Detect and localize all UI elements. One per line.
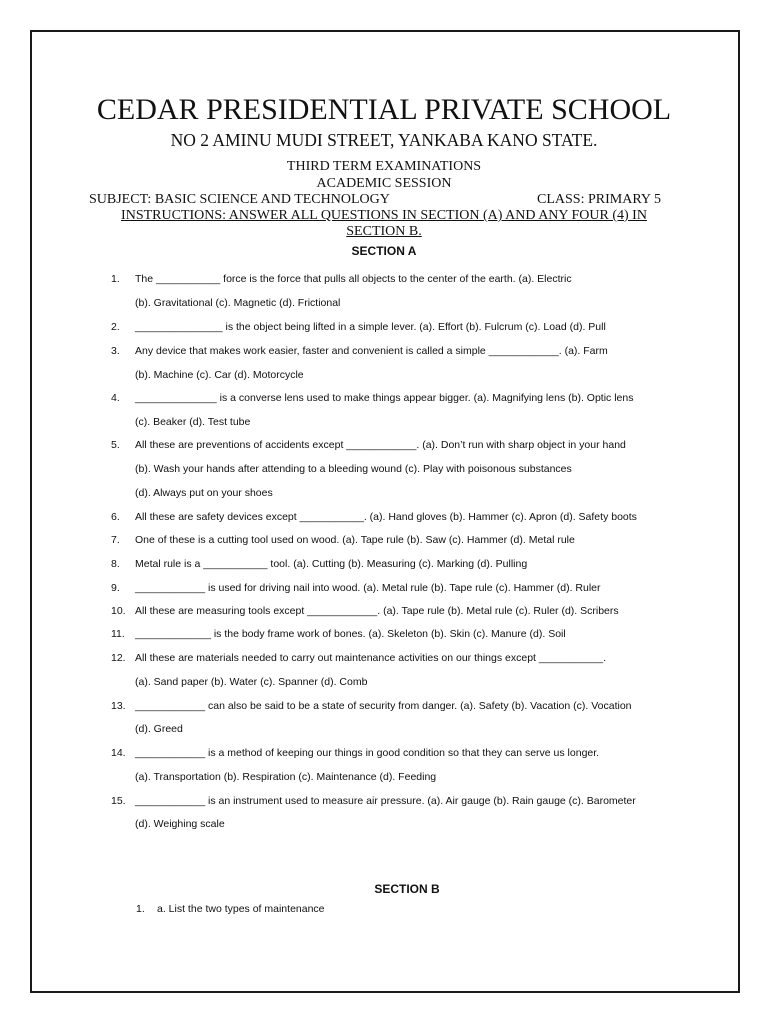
- question-number: 5.: [111, 439, 120, 451]
- question-text: All these are materials needed to carry out maintenance activities on our things except ___________.: [135, 652, 607, 664]
- question-options: (d). Always put on your shoes: [135, 487, 273, 499]
- question-number: 9.: [111, 582, 120, 594]
- question-text: ____________ is an instrument used to measure air pressure. (a). Air gauge (b). Rain gauge (c). Barometer: [135, 795, 636, 807]
- question-number: 4.: [111, 392, 120, 404]
- question-text: The ___________ force is the force that pulls all objects to the center of the earth. (a). Electric: [135, 273, 572, 285]
- question-text: All these are measuring tools except ____________. (a). Tape rule (b). Metal rule (c). Ruler (d). Scribers: [135, 605, 619, 617]
- question-text: a. List the two types of maintenance: [157, 903, 325, 915]
- question-text: _______________ is the object being lifted in a simple lever. (a). Effort (b). Fulcrum (c). Load (d). Pull: [135, 321, 606, 333]
- question-options: (a). Sand paper (b). Water (c). Spanner (d). Comb: [135, 676, 368, 688]
- class-label: CLASS:: [537, 192, 585, 207]
- question-text: All these are preventions of accidents except ____________. (a). Don’t run with sharp object in your hand: [135, 439, 626, 451]
- instructions-line-2: SECTION B.: [346, 224, 422, 239]
- question-options: (d). Weighing scale: [135, 818, 225, 830]
- question-text: All these are safety devices except ___________. (a). Hand gloves (b). Hammer (c). Apron (d). Safety boots: [135, 511, 637, 523]
- school-name: CEDAR PRESIDENTIAL PRIVATE SCHOOL: [96, 93, 672, 126]
- instructions-line-1: INSTRUCTIONS: ANSWER ALL QUESTIONS IN SECTION (A) AND ANY FOUR (4) IN: [121, 208, 647, 223]
- question-number: 13.: [111, 700, 126, 712]
- school-address: NO 2 AMINU MUDI STREET, YANKABA KANO STATE.: [170, 130, 598, 150]
- question-number: 10.: [111, 605, 126, 617]
- question-number: 1.: [111, 273, 120, 285]
- section-a-title: SECTION A: [351, 244, 417, 258]
- question-text: ______________ is a converse lens used to make things appear bigger. (a). Magnifying lens (b). Optic lens: [135, 392, 634, 404]
- question-number: 7.: [111, 534, 120, 546]
- section-b-title: SECTION B: [374, 882, 440, 896]
- question-number: 6.: [111, 511, 120, 523]
- question-text: Any device that makes work easier, faster and convenient is called a simple ____________. (a). Farm: [135, 345, 608, 357]
- question-text: Metal rule is a ___________ tool. (a). Cutting (b). Measuring (c). Marking (d). Pulling: [135, 558, 528, 570]
- instructions: [100, 208, 668, 240]
- subject-line: SUBJECT: BASIC SCIENCE AND TECHNOLOGY: [89, 192, 390, 207]
- class-value: PRIMARY 5: [587, 192, 661, 207]
- question-text: ____________ is a method of keeping our things in good condition so that they can serve us longer.: [135, 747, 600, 759]
- question-number: 3.: [111, 345, 120, 357]
- question-options: (d). Greed: [135, 723, 183, 735]
- question-options: (b). Machine (c). Car (d). Motorcycle: [135, 369, 304, 381]
- question-number: 15.: [111, 795, 126, 807]
- question-options: (b). Wash your hands after attending to a bleeding wound (c). Play with poisonous substances: [135, 463, 572, 475]
- question-text: One of these is a cutting tool used on wood. (a). Tape rule (b). Saw (c). Hammer (d). Metal rule: [135, 534, 575, 546]
- question-number: 2.: [111, 321, 120, 333]
- question-text: _____________ is the body frame work of bones. (a). Skeleton (b). Skin (c). Manure (d). Soil: [135, 628, 566, 640]
- academic-session: ACADEMIC SESSION: [316, 176, 452, 191]
- question-number: 12.: [111, 652, 126, 664]
- question-number: 8.: [111, 558, 120, 570]
- question-number: 1.: [136, 903, 145, 915]
- question-options: (a). Transportation (b). Respiration (c). Maintenance (d). Feeding: [135, 771, 437, 783]
- question-options: (b). Gravitational (c). Magnetic (d). Frictional: [135, 297, 341, 309]
- question-text: ____________ can also be said to be a state of security from danger. (a). Safety (b). Vacation (c). Vocation: [135, 700, 632, 712]
- question-text: ____________ is used for driving nail into wood. (a). Metal rule (b). Tape rule (c). Hammer (d). Ruler: [135, 582, 601, 594]
- question-number: 11.: [111, 628, 125, 640]
- question-number: 14.: [111, 747, 126, 759]
- class-line: [537, 191, 661, 208]
- exam-title: THIRD TERM EXAMINATIONS: [286, 159, 482, 174]
- question-options: (c). Beaker (d). Test tube: [135, 416, 251, 428]
